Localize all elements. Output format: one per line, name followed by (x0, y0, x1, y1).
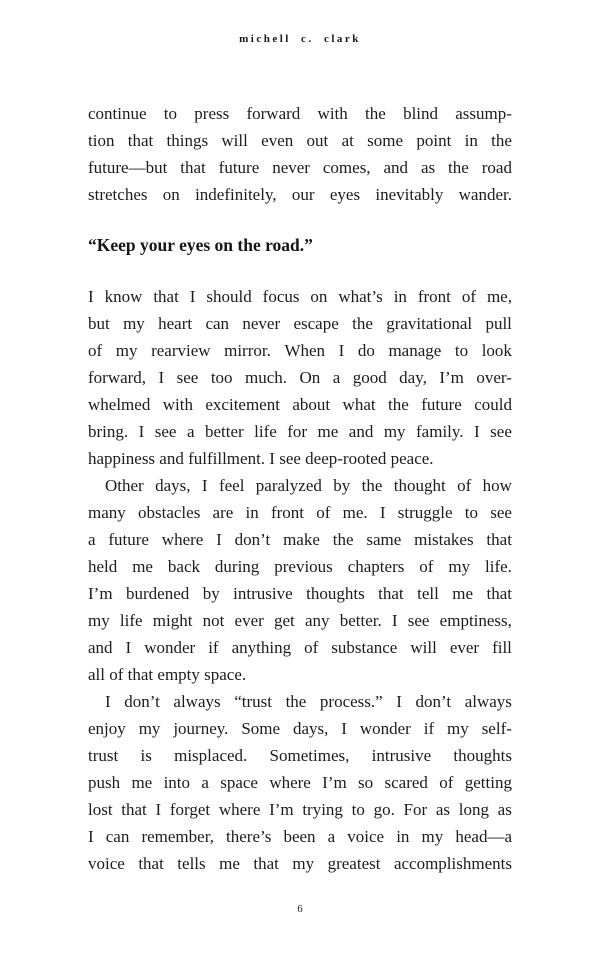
word: substance (331, 638, 398, 657)
text-line (88, 100, 512, 127)
word: trying (302, 800, 343, 819)
word: back (167, 557, 200, 576)
word: as (420, 158, 436, 177)
word: never (272, 158, 310, 177)
text-line (88, 607, 512, 634)
text-line (88, 154, 512, 181)
word: get (274, 611, 295, 630)
word: is (140, 746, 152, 765)
word: front (270, 503, 305, 522)
word: paralyzed (255, 476, 322, 495)
word: Sometimes, (269, 746, 350, 765)
paragraph (88, 100, 512, 208)
word: bring. (88, 422, 129, 441)
word: emptiness, (439, 611, 512, 630)
word: wander. (458, 185, 512, 204)
word: if (423, 719, 435, 738)
word: me (132, 557, 153, 576)
word: out (306, 131, 329, 150)
word: that (253, 854, 279, 873)
word: head—a (455, 827, 512, 846)
word: the (491, 131, 512, 150)
word: space (220, 773, 258, 792)
word: I (138, 422, 145, 441)
word: any (304, 611, 330, 630)
word: that (138, 854, 164, 873)
word: thoughts (306, 584, 365, 603)
word: a (201, 773, 209, 792)
text-line (88, 526, 512, 553)
word: tion (88, 131, 115, 150)
word: during (214, 557, 260, 576)
word: assump- (455, 104, 512, 123)
text-line (88, 850, 512, 877)
word: I (189, 287, 196, 306)
word: my (138, 719, 161, 738)
word: escape (293, 314, 339, 333)
word: tell (417, 584, 439, 603)
word: of (457, 476, 472, 495)
word: see (490, 503, 512, 522)
word: whelmed (88, 395, 151, 414)
word: that (378, 584, 404, 603)
word: for (287, 422, 308, 441)
text-line (88, 418, 512, 445)
word: gravitational (386, 314, 473, 333)
word: my (292, 854, 315, 873)
word: are (212, 503, 234, 522)
word: even (261, 131, 294, 150)
word: accomplishments (393, 854, 512, 873)
word: the (388, 395, 409, 414)
word: me (131, 773, 153, 792)
word: me (219, 854, 240, 873)
word: I (474, 422, 480, 441)
word: that (121, 800, 147, 819)
word: by (333, 476, 351, 495)
word: where (218, 800, 261, 819)
text-line (88, 127, 512, 154)
word: can (205, 314, 230, 333)
word: journey. (173, 719, 229, 738)
word: I (201, 476, 208, 495)
word: where (161, 530, 204, 549)
word: better. (339, 611, 382, 630)
word: see (176, 368, 199, 387)
word: misplaced. (174, 746, 248, 765)
word: intrusive (233, 584, 293, 603)
word: at (341, 131, 354, 150)
word: the (352, 314, 373, 333)
word: I’m (439, 368, 464, 387)
word: forward (246, 104, 301, 123)
word: in (393, 287, 407, 306)
word: I’m (88, 584, 113, 603)
word: “trust (234, 692, 272, 711)
word: see (490, 422, 512, 441)
word: long (458, 800, 489, 819)
word: as (435, 800, 451, 819)
word: into (163, 773, 191, 792)
word: what’s (338, 287, 383, 306)
word: that (486, 584, 512, 603)
word: could (474, 395, 512, 414)
word: mistakes (414, 530, 474, 549)
word: see (407, 611, 430, 630)
word: excitement (205, 395, 280, 414)
word: road (481, 158, 512, 177)
word: focus (262, 287, 300, 306)
word: will (221, 131, 248, 150)
text-line (88, 823, 512, 850)
word: of (88, 341, 103, 360)
word: a (186, 422, 195, 441)
word: always (173, 692, 221, 711)
word: and (88, 638, 113, 657)
text-line (88, 181, 512, 208)
word: days, (292, 719, 329, 738)
word: day, (399, 368, 427, 387)
word: pull (485, 314, 512, 333)
word: eyes (329, 185, 361, 204)
word: that (486, 530, 512, 549)
word: to (464, 503, 479, 522)
word: family. (416, 422, 464, 441)
word: rearview (151, 341, 211, 360)
word: anything (231, 638, 292, 657)
word: many (88, 503, 126, 522)
word: my (448, 557, 471, 576)
page-content (88, 100, 512, 877)
word: I’m (322, 773, 347, 792)
paragraph (88, 283, 512, 472)
word: in (464, 131, 478, 150)
word: always (464, 692, 512, 711)
word: my (123, 314, 145, 333)
word: with (317, 104, 348, 123)
word: to (163, 104, 178, 123)
word: thought (393, 476, 446, 495)
word: same (366, 530, 402, 549)
word: future (421, 395, 462, 414)
word: intrusive (371, 746, 432, 765)
word: continue (88, 104, 147, 123)
word: Other (105, 476, 144, 495)
word: me, (486, 287, 512, 306)
word: better (204, 422, 244, 441)
word: lost (88, 800, 113, 819)
word: not (202, 611, 225, 630)
word: voice (88, 854, 125, 873)
word: go. (373, 800, 395, 819)
word: held (88, 557, 118, 576)
word: days, (155, 476, 191, 495)
word: where (269, 773, 311, 792)
word: I (396, 692, 402, 711)
word: fill (492, 638, 512, 657)
word: my (383, 422, 406, 441)
word: my (447, 719, 469, 738)
word: some (367, 131, 404, 150)
word: to (351, 800, 365, 819)
word: of (419, 557, 434, 576)
word: When (284, 341, 326, 360)
word: I (379, 503, 386, 522)
word: I (105, 692, 111, 711)
word: to (454, 341, 469, 360)
text-line (88, 337, 512, 364)
text-line (88, 580, 512, 607)
word: in (245, 503, 259, 522)
word: forward, (88, 368, 147, 387)
word: with (162, 395, 193, 414)
word: me (317, 422, 339, 441)
text-line: all of that empty space. (88, 665, 247, 684)
word: make (283, 530, 320, 549)
text-line (88, 499, 512, 526)
word: wonder (359, 719, 411, 738)
word: there’s (226, 827, 272, 846)
word: I (391, 611, 398, 630)
word: I (158, 368, 165, 387)
word: I (341, 719, 347, 738)
page-number: 6 (297, 904, 303, 915)
text-line (88, 769, 512, 796)
word: ever (234, 611, 264, 630)
word: been (283, 827, 316, 846)
word: voice (347, 827, 385, 846)
word: greatest (327, 854, 381, 873)
word: of (439, 773, 454, 792)
word: comes, (322, 158, 371, 177)
word: struggle (397, 503, 453, 522)
word: my (88, 611, 110, 630)
running-header: michell c. clark (239, 33, 361, 45)
word: the (448, 158, 469, 177)
word: my (115, 341, 138, 360)
word: life. (485, 557, 512, 576)
word: burdened (126, 584, 190, 603)
word: know (104, 287, 143, 306)
word: should (206, 287, 252, 306)
word: indefinitely, (195, 185, 277, 204)
word: will (410, 638, 437, 657)
word: I’m (269, 800, 294, 819)
word: on (310, 287, 328, 306)
word: blind (403, 104, 439, 123)
word: much. (245, 368, 288, 387)
word: on (162, 185, 180, 204)
word: if (208, 638, 219, 657)
word: forget (169, 800, 211, 819)
word: a (88, 530, 96, 549)
word: future—but (88, 158, 168, 177)
word: I (88, 827, 94, 846)
word: don’t (234, 530, 271, 549)
word: that (153, 287, 179, 306)
word: stretches (88, 185, 148, 204)
text-line (88, 742, 512, 769)
word: tells (177, 854, 206, 873)
word: me (452, 584, 474, 603)
word: remember, (141, 827, 214, 846)
word: might (152, 611, 193, 630)
word: thoughts (453, 746, 512, 765)
paragraph (88, 472, 512, 688)
word: in (396, 827, 410, 846)
word: front (417, 287, 451, 306)
text-line (88, 364, 512, 391)
word: mirror. (224, 341, 271, 360)
word: of (304, 638, 319, 657)
word: I (88, 287, 94, 306)
word: self- (481, 719, 512, 738)
word: I (125, 638, 132, 657)
word: can (105, 827, 130, 846)
word: our (291, 185, 315, 204)
word: the (361, 476, 383, 495)
word: do (357, 341, 375, 360)
word: that (127, 131, 154, 150)
word: me. (342, 503, 368, 522)
word: obstacles (138, 503, 201, 522)
word: good (352, 368, 387, 387)
word: press (194, 104, 230, 123)
word: the (365, 104, 386, 123)
word: life (119, 611, 143, 630)
word: see (154, 422, 177, 441)
word: how (482, 476, 512, 495)
text-line (88, 283, 512, 310)
word: the (285, 692, 307, 711)
word: a (332, 368, 341, 387)
word: process.” (319, 692, 383, 711)
word: getting (464, 773, 512, 792)
text-line (88, 688, 512, 715)
word: I (338, 341, 345, 360)
word: point (416, 131, 452, 150)
word: heart (158, 314, 193, 333)
text-line (88, 715, 512, 742)
word: I (155, 800, 162, 819)
text-line (88, 553, 512, 580)
text-line (88, 472, 512, 499)
paragraph (88, 688, 512, 877)
text-line (88, 391, 512, 418)
word: things (166, 131, 209, 150)
word: don’t (124, 692, 160, 711)
word: life (254, 422, 277, 441)
word: never (242, 314, 281, 333)
word: inevitably (375, 185, 444, 204)
word: trust (88, 746, 119, 765)
word: a (327, 827, 336, 846)
word: about (292, 395, 331, 414)
word: but (88, 314, 110, 333)
word: my (421, 827, 444, 846)
word: by (202, 584, 220, 603)
word: enjoy (88, 719, 126, 738)
word: push (88, 773, 121, 792)
word: the (332, 530, 354, 549)
word: chapters (347, 557, 405, 576)
word: don’t (415, 692, 452, 711)
word: over- (476, 368, 512, 387)
word: Some (241, 719, 281, 738)
text-line: happiness and fulfillment. I see deep-rooted peace. (88, 449, 434, 468)
word: manage (388, 341, 442, 360)
text-line (88, 310, 512, 337)
word: wonder (144, 638, 196, 657)
word: of (461, 287, 477, 306)
word: future (108, 530, 149, 549)
word: what (342, 395, 376, 414)
word: ever (449, 638, 480, 657)
section-heading: “Keep your eyes on the road.” (88, 235, 313, 255)
word: scared (384, 773, 428, 792)
word: that (180, 158, 206, 177)
text-line (88, 634, 512, 661)
word: too (210, 368, 233, 387)
word: of (316, 503, 331, 522)
text-line (88, 796, 512, 823)
word: previous (274, 557, 333, 576)
word: as (497, 800, 512, 819)
word: On (299, 368, 321, 387)
word: so (358, 773, 374, 792)
word: feel (218, 476, 245, 495)
word: look (481, 341, 512, 360)
word: I (216, 530, 222, 549)
word: and (348, 422, 374, 441)
word: and (383, 158, 409, 177)
word: future (218, 158, 260, 177)
word: For (403, 800, 428, 819)
